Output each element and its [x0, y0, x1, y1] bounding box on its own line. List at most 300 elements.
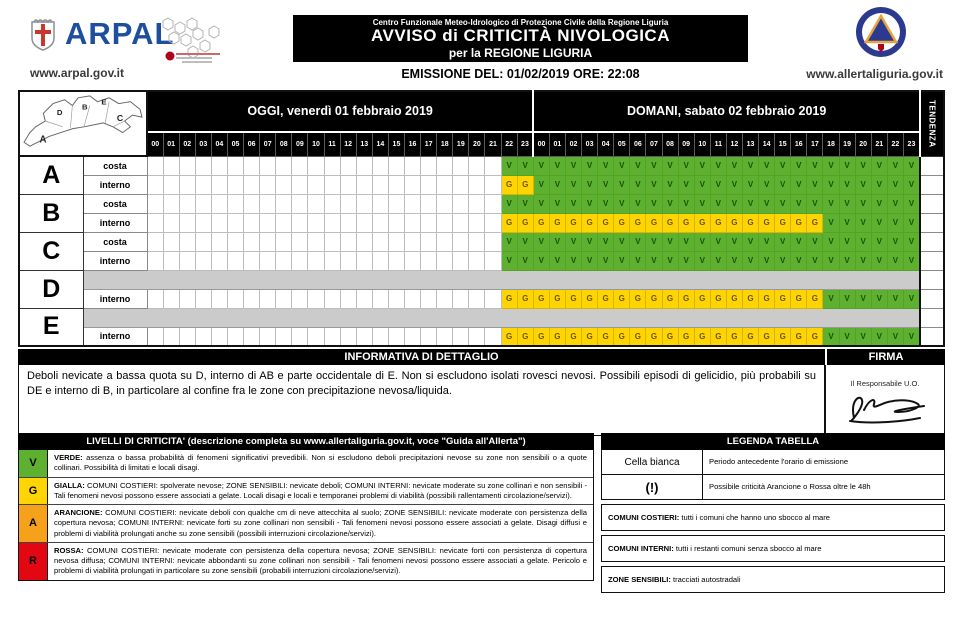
criticality-cell: G: [678, 327, 694, 346]
criticality-cell: [308, 251, 324, 270]
criticality-cell: [211, 156, 227, 175]
criticality-cell: V: [533, 232, 549, 251]
title-box: [293, 15, 748, 62]
hour-header: 18: [823, 132, 839, 156]
criticality-cell: [485, 213, 501, 232]
criticality-cell: [163, 213, 179, 232]
hour-header: 21: [871, 132, 887, 156]
level-description: ROSSA: COMUNI COSTIERI: nevicate moderate con persistenza della copertura nevosa; ZONE SENSIBILI: nevicate forti con persistenza di copertura nevosa diffusa; COMUNI INTERNI: nevicate abbondanti su zone collinari non sensibili - Tali fenomeni nevosi possono essere associati a gelate. Pericolo e problemi di viabilità prolungati in particolare su zone sensibili (probabili interruzioni circolazione/servizi).: [54, 545, 587, 576]
zone-row: [19, 194, 944, 213]
criticality-cell: G: [549, 327, 565, 346]
criticality-cell: G: [582, 289, 598, 308]
criticality-cell: [324, 175, 340, 194]
criticality-cell: [340, 156, 356, 175]
criticality-cell: [163, 156, 179, 175]
criticality-cell: V: [726, 175, 742, 194]
criticality-cell: V: [630, 156, 646, 175]
criticality-cell: [421, 232, 437, 251]
criticality-cell: G: [775, 213, 791, 232]
hour-header: 07: [260, 132, 276, 156]
criticality-cell: [437, 327, 453, 346]
criticality-cell: G: [807, 289, 823, 308]
criticality-cell: [244, 194, 260, 213]
criticality-cell: V: [903, 327, 920, 346]
criticality-cell: [227, 156, 243, 175]
criticality-cell: G: [775, 327, 791, 346]
hour-header: 10: [694, 132, 710, 156]
criticality-cell: V: [549, 232, 565, 251]
tendenza-cell: [920, 232, 944, 251]
criticality-cell: V: [662, 175, 678, 194]
criticality-cell: V: [742, 156, 758, 175]
subzone-label: interno: [83, 213, 147, 232]
criticality-cell: V: [887, 156, 903, 175]
criticality-cell: V: [662, 251, 678, 270]
criticality-cell: G: [791, 213, 807, 232]
level-code-V: V: [19, 450, 48, 477]
criticality-cell: [421, 289, 437, 308]
criticality-cell: [485, 327, 501, 346]
criticality-cell: [421, 251, 437, 270]
criticality-cell: V: [662, 232, 678, 251]
criticality-cell: V: [630, 175, 646, 194]
criticality-cell: G: [614, 289, 630, 308]
criticality-cell: [469, 327, 485, 346]
zone-row: [19, 270, 944, 289]
criticality-cell: V: [807, 232, 823, 251]
criticality-cell: [260, 194, 276, 213]
criticality-cell: G: [694, 289, 710, 308]
criticality-cell: [485, 232, 501, 251]
criticality-cell: V: [742, 232, 758, 251]
subzone-label: interno: [83, 327, 147, 346]
criticality-cell: V: [742, 194, 758, 213]
criticality-cell: V: [501, 156, 517, 175]
criticality-cell: [469, 175, 485, 194]
map-letter-E: E: [101, 97, 107, 107]
criticality-cell: G: [742, 213, 758, 232]
zone-row: [19, 156, 944, 175]
criticality-cell: V: [614, 175, 630, 194]
legend-definition: COMUNI INTERNI: tutti i restanti comuni senza sbocco al mare: [601, 535, 945, 562]
criticality-cell: [276, 175, 292, 194]
firma-box: [825, 365, 945, 436]
criticality-cell: V: [903, 213, 920, 232]
criticality-cell: V: [710, 194, 726, 213]
criticality-cell: [421, 175, 437, 194]
criticality-cell: [227, 175, 243, 194]
criticality-cell: [405, 232, 421, 251]
hour-header: 19: [839, 132, 855, 156]
tendenza-cell: [920, 175, 944, 194]
criticality-cell: V: [839, 175, 855, 194]
criticality-cell: V: [823, 251, 839, 270]
criticality-cell: [405, 327, 421, 346]
hour-header: 23: [903, 132, 920, 156]
criticality-level-row: [19, 542, 593, 580]
criticality-cell: V: [807, 175, 823, 194]
criticality-cell: [372, 232, 388, 251]
day-header-today: OGGI, venerdì 01 febbraio 2019: [147, 91, 533, 132]
zones-map: [19, 91, 147, 156]
legend-row: [602, 474, 944, 499]
criticality-cell: [356, 327, 372, 346]
criticality-cell: [372, 175, 388, 194]
tendenza-cell: [920, 213, 944, 232]
criticality-cell: V: [549, 175, 565, 194]
criticality-cell: V: [823, 156, 839, 175]
criticality-cell: [437, 175, 453, 194]
hour-header: 14: [759, 132, 775, 156]
criticality-cell: [340, 232, 356, 251]
criticality-cell: V: [823, 175, 839, 194]
criticality-cell: [163, 175, 179, 194]
criticality-cell: V: [517, 232, 533, 251]
criticality-cell: V: [871, 175, 887, 194]
criticality-cell: V: [501, 251, 517, 270]
criticality-cell: [308, 156, 324, 175]
allertaliguria-website: www.allertaliguria.gov.it: [806, 67, 943, 81]
hour-header: 16: [791, 132, 807, 156]
criticality-cell: V: [646, 156, 662, 175]
criticality-cell: [485, 194, 501, 213]
criticality-cell: G: [807, 213, 823, 232]
hour-header: 06: [244, 132, 260, 156]
criticality-cell: V: [582, 194, 598, 213]
criticality-cell: V: [646, 194, 662, 213]
criticality-cell: V: [710, 232, 726, 251]
criticality-cell: [179, 194, 195, 213]
criticality-cell: V: [839, 156, 855, 175]
criticality-cell: [405, 175, 421, 194]
criticality-cell: V: [582, 232, 598, 251]
criticality-cell: V: [775, 194, 791, 213]
criticality-cell: [437, 156, 453, 175]
criticality-cell: V: [839, 251, 855, 270]
criticality-cell: [292, 194, 308, 213]
criticality-cell: [388, 175, 404, 194]
criticality-cell: [324, 289, 340, 308]
criticality-cell: [227, 194, 243, 213]
legend-definition: COMUNI COSTIERI: tutti i comuni che hanno uno sbocco al mare: [601, 504, 945, 531]
criticality-cell: V: [839, 289, 855, 308]
criticality-cell: V: [646, 232, 662, 251]
criticality-cell: [356, 194, 372, 213]
criticality-cell: V: [855, 194, 871, 213]
map-letter-D: D: [56, 108, 63, 118]
criticality-cell: [372, 194, 388, 213]
tendenza-cell: [920, 308, 944, 327]
centro-funzionale-logo-icon: [148, 14, 268, 66]
criticality-cell: [195, 175, 211, 194]
criticality-cell: [147, 156, 163, 175]
criticality-cell: V: [823, 232, 839, 251]
criticality-cell: V: [887, 194, 903, 213]
criticality-cell: V: [598, 251, 614, 270]
zone-row: [19, 251, 944, 270]
criticality-cell: [437, 194, 453, 213]
day-header-tomorrow: DOMANI, sabato 02 febbraio 2019: [533, 91, 920, 132]
criticality-cell: [453, 194, 469, 213]
criticality-cell: [485, 289, 501, 308]
criticality-cell: G: [742, 327, 758, 346]
criticality-cell: G: [710, 289, 726, 308]
criticality-cell: [260, 327, 276, 346]
criticality-cell: G: [630, 327, 646, 346]
zone-row: [19, 232, 944, 251]
criticality-cell: V: [678, 194, 694, 213]
criticality-cell: V: [582, 251, 598, 270]
criticality-cell: [163, 194, 179, 213]
criticality-cell: G: [630, 289, 646, 308]
criticality-cell: V: [614, 251, 630, 270]
criticality-cell: V: [565, 156, 581, 175]
legend-definition: ZONE SENSIBILI: tracciati autostradali: [601, 566, 945, 593]
subzone-label: costa: [83, 156, 147, 175]
hour-header: 00: [147, 132, 163, 156]
criticality-cell: V: [759, 194, 775, 213]
legend-symbol: Cella bianca: [602, 450, 703, 474]
criticality-cell: [227, 251, 243, 270]
criticality-cell: [453, 213, 469, 232]
criticality-cell: [147, 213, 163, 232]
criticality-cell: [292, 213, 308, 232]
criticality-cell: V: [775, 251, 791, 270]
criticality-cell: G: [614, 327, 630, 346]
criticality-cell: [179, 251, 195, 270]
informativa-header: INFORMATIVA DI DETTAGLIO: [18, 349, 825, 365]
hour-header: 13: [356, 132, 372, 156]
protezione-civile-logo-icon: [855, 6, 907, 60]
criticality-cell: [388, 251, 404, 270]
criticality-cell: G: [662, 213, 678, 232]
criticality-cell: V: [871, 213, 887, 232]
criticality-cell: V: [791, 251, 807, 270]
criticality-cell: V: [630, 251, 646, 270]
criticality-cell: G: [517, 289, 533, 308]
criticality-cell: [195, 156, 211, 175]
criticality-cell: G: [614, 213, 630, 232]
criticality-cell: V: [598, 194, 614, 213]
criticality-cell: V: [565, 251, 581, 270]
table-legend: [601, 433, 945, 593]
hour-header: 20: [469, 132, 485, 156]
level-description: VERDE: assenza o bassa probabilità di fenomeni significativi prevedibili. Non si escludono deboli precipitazioni nevose su zone non sensibili o a quote collinari. Possibilità di limitati e locali disagi.: [54, 453, 587, 473]
subzone-label: costa: [83, 194, 147, 213]
criticality-cell: [244, 327, 260, 346]
criticality-cell: G: [517, 213, 533, 232]
hour-header: 05: [614, 132, 630, 156]
criticality-cell: G: [501, 175, 517, 194]
criticality-cell: [227, 232, 243, 251]
criticality-cell: G: [598, 327, 614, 346]
criticality-level-row: [19, 504, 593, 542]
criticality-cell: [485, 251, 501, 270]
criticality-cell: G: [598, 213, 614, 232]
criticality-cell: [372, 156, 388, 175]
criticality-cell: G: [775, 289, 791, 308]
hour-header: 03: [195, 132, 211, 156]
criticality-cell: [469, 251, 485, 270]
criticality-cell: V: [517, 194, 533, 213]
criticality-cell: [324, 194, 340, 213]
subzone-label: costa: [83, 232, 147, 251]
criticality-cell: V: [759, 175, 775, 194]
criticality-cell: [308, 289, 324, 308]
criticality-cell: G: [533, 327, 549, 346]
criticality-cell: [179, 175, 195, 194]
criticality-cell: V: [871, 289, 887, 308]
criticality-cell: V: [871, 251, 887, 270]
tendenza-cell: [920, 289, 944, 308]
criticality-cell: V: [598, 232, 614, 251]
criticality-cell: V: [839, 327, 855, 346]
criticality-cell: V: [517, 156, 533, 175]
criticality-cell: V: [855, 213, 871, 232]
criticality-cell: [372, 289, 388, 308]
criticality-cell: [147, 175, 163, 194]
hour-header: 11: [710, 132, 726, 156]
criticality-cell: [485, 156, 501, 175]
level-code-G: G: [19, 478, 48, 505]
firma-role: Il Responsabile U.O.: [850, 379, 920, 388]
criticality-cell: [340, 327, 356, 346]
criticality-cell: [211, 194, 227, 213]
criticality-cell: [260, 232, 276, 251]
hour-header: 04: [211, 132, 227, 156]
criticality-cell: V: [694, 175, 710, 194]
informativa-text: Deboli nevicate a bassa quota su D, interno di AB e parte occidentale di E. Non si escludono isolati rovesci nevosi. Possibili episodi di gelicidio, più probabili su DE e interno di B, in particolare al confine fra le zone con precipitazione nevosa/liquida.: [18, 365, 825, 436]
criticality-cell: V: [662, 194, 678, 213]
criticality-cell: [453, 232, 469, 251]
criticality-cell: [308, 175, 324, 194]
criticality-level-row: [19, 450, 593, 477]
criticality-cell: [308, 327, 324, 346]
criticality-cell: V: [549, 194, 565, 213]
criticality-cell: G: [565, 327, 581, 346]
criticality-cell: V: [726, 156, 742, 175]
criticality-cell: [469, 289, 485, 308]
tendenza-cell: [920, 156, 944, 175]
criticality-cell: [276, 289, 292, 308]
legend-header: LEGENDA TABELLA: [601, 433, 945, 450]
tendenza-cell: [920, 270, 944, 289]
hour-header: 04: [598, 132, 614, 156]
criticality-cell: [437, 232, 453, 251]
hour-header: 06: [630, 132, 646, 156]
criticality-cell: V: [517, 251, 533, 270]
zone-row: [19, 327, 944, 346]
criticality-cell: [453, 289, 469, 308]
criticality-cell: [179, 289, 195, 308]
criticality-cell: V: [565, 232, 581, 251]
criticality-cell: V: [726, 194, 742, 213]
criticality-cell: V: [598, 156, 614, 175]
criticality-cell: [260, 213, 276, 232]
criticality-cell: G: [565, 213, 581, 232]
criticality-cell: [227, 289, 243, 308]
criticality-cell: V: [855, 232, 871, 251]
criticality-cell: V: [694, 232, 710, 251]
criticality-cell: V: [775, 156, 791, 175]
criticality-cell: V: [791, 194, 807, 213]
no-forecast-bar: [83, 270, 920, 289]
level-code-A: A: [19, 505, 48, 542]
zone-row: [19, 175, 944, 194]
criticality-cell: V: [887, 251, 903, 270]
criticality-cell: [340, 213, 356, 232]
zone-label: B: [19, 194, 83, 232]
criticality-cell: [147, 251, 163, 270]
criticality-cell: [340, 251, 356, 270]
criticality-cell: V: [871, 156, 887, 175]
criticality-cell: [388, 156, 404, 175]
hour-header: 22: [887, 132, 903, 156]
criticality-cell: [324, 251, 340, 270]
criticality-cell: G: [710, 327, 726, 346]
criticality-cell: V: [678, 175, 694, 194]
criticality-cell: G: [517, 327, 533, 346]
criticality-cell: [469, 232, 485, 251]
criticality-cell: [276, 213, 292, 232]
criticality-cell: [227, 327, 243, 346]
signature-icon: [840, 388, 930, 426]
criticality-cell: [292, 327, 308, 346]
criticality-cell: G: [598, 289, 614, 308]
legend-row: [602, 450, 944, 474]
tendenza-cell: [920, 251, 944, 270]
criticality-cell: V: [807, 251, 823, 270]
criticality-cell: [179, 232, 195, 251]
criticality-cell: G: [630, 213, 646, 232]
criticality-cell: V: [710, 175, 726, 194]
criticality-cell: [308, 194, 324, 213]
criticality-cell: [211, 251, 227, 270]
levels-header: LIVELLI DI CRITICITA' (descrizione completa su www.allertaliguria.gov.it, voce "Guida all'Allerta"): [18, 433, 594, 450]
criticality-cell: V: [871, 232, 887, 251]
criticality-cell: V: [791, 232, 807, 251]
hour-header: 08: [662, 132, 678, 156]
criticality-cell: V: [614, 194, 630, 213]
criticality-cell: [356, 213, 372, 232]
criticality-cell: G: [742, 289, 758, 308]
criticality-cell: [179, 213, 195, 232]
hour-header: 19: [453, 132, 469, 156]
criticality-cell: V: [646, 251, 662, 270]
hour-header: 22: [501, 132, 517, 156]
zone-row: [19, 308, 944, 327]
criticality-cell: V: [823, 327, 839, 346]
criticality-cell: V: [533, 175, 549, 194]
criticality-cell: G: [549, 213, 565, 232]
criticality-cell: [244, 289, 260, 308]
criticality-cell: V: [598, 175, 614, 194]
criticality-cell: V: [533, 251, 549, 270]
criticality-cell: [356, 251, 372, 270]
criticality-cell: [211, 232, 227, 251]
informativa-section: [18, 349, 945, 436]
criticality-cell: G: [533, 289, 549, 308]
criticality-cell: [244, 175, 260, 194]
criticality-cell: [163, 251, 179, 270]
criticality-cell: V: [839, 194, 855, 213]
hour-header: 21: [485, 132, 501, 156]
hour-header: 05: [227, 132, 243, 156]
criticality-cell: [388, 327, 404, 346]
criticality-cell: [147, 327, 163, 346]
criticality-cell: [469, 156, 485, 175]
level-code-R: R: [19, 543, 48, 580]
